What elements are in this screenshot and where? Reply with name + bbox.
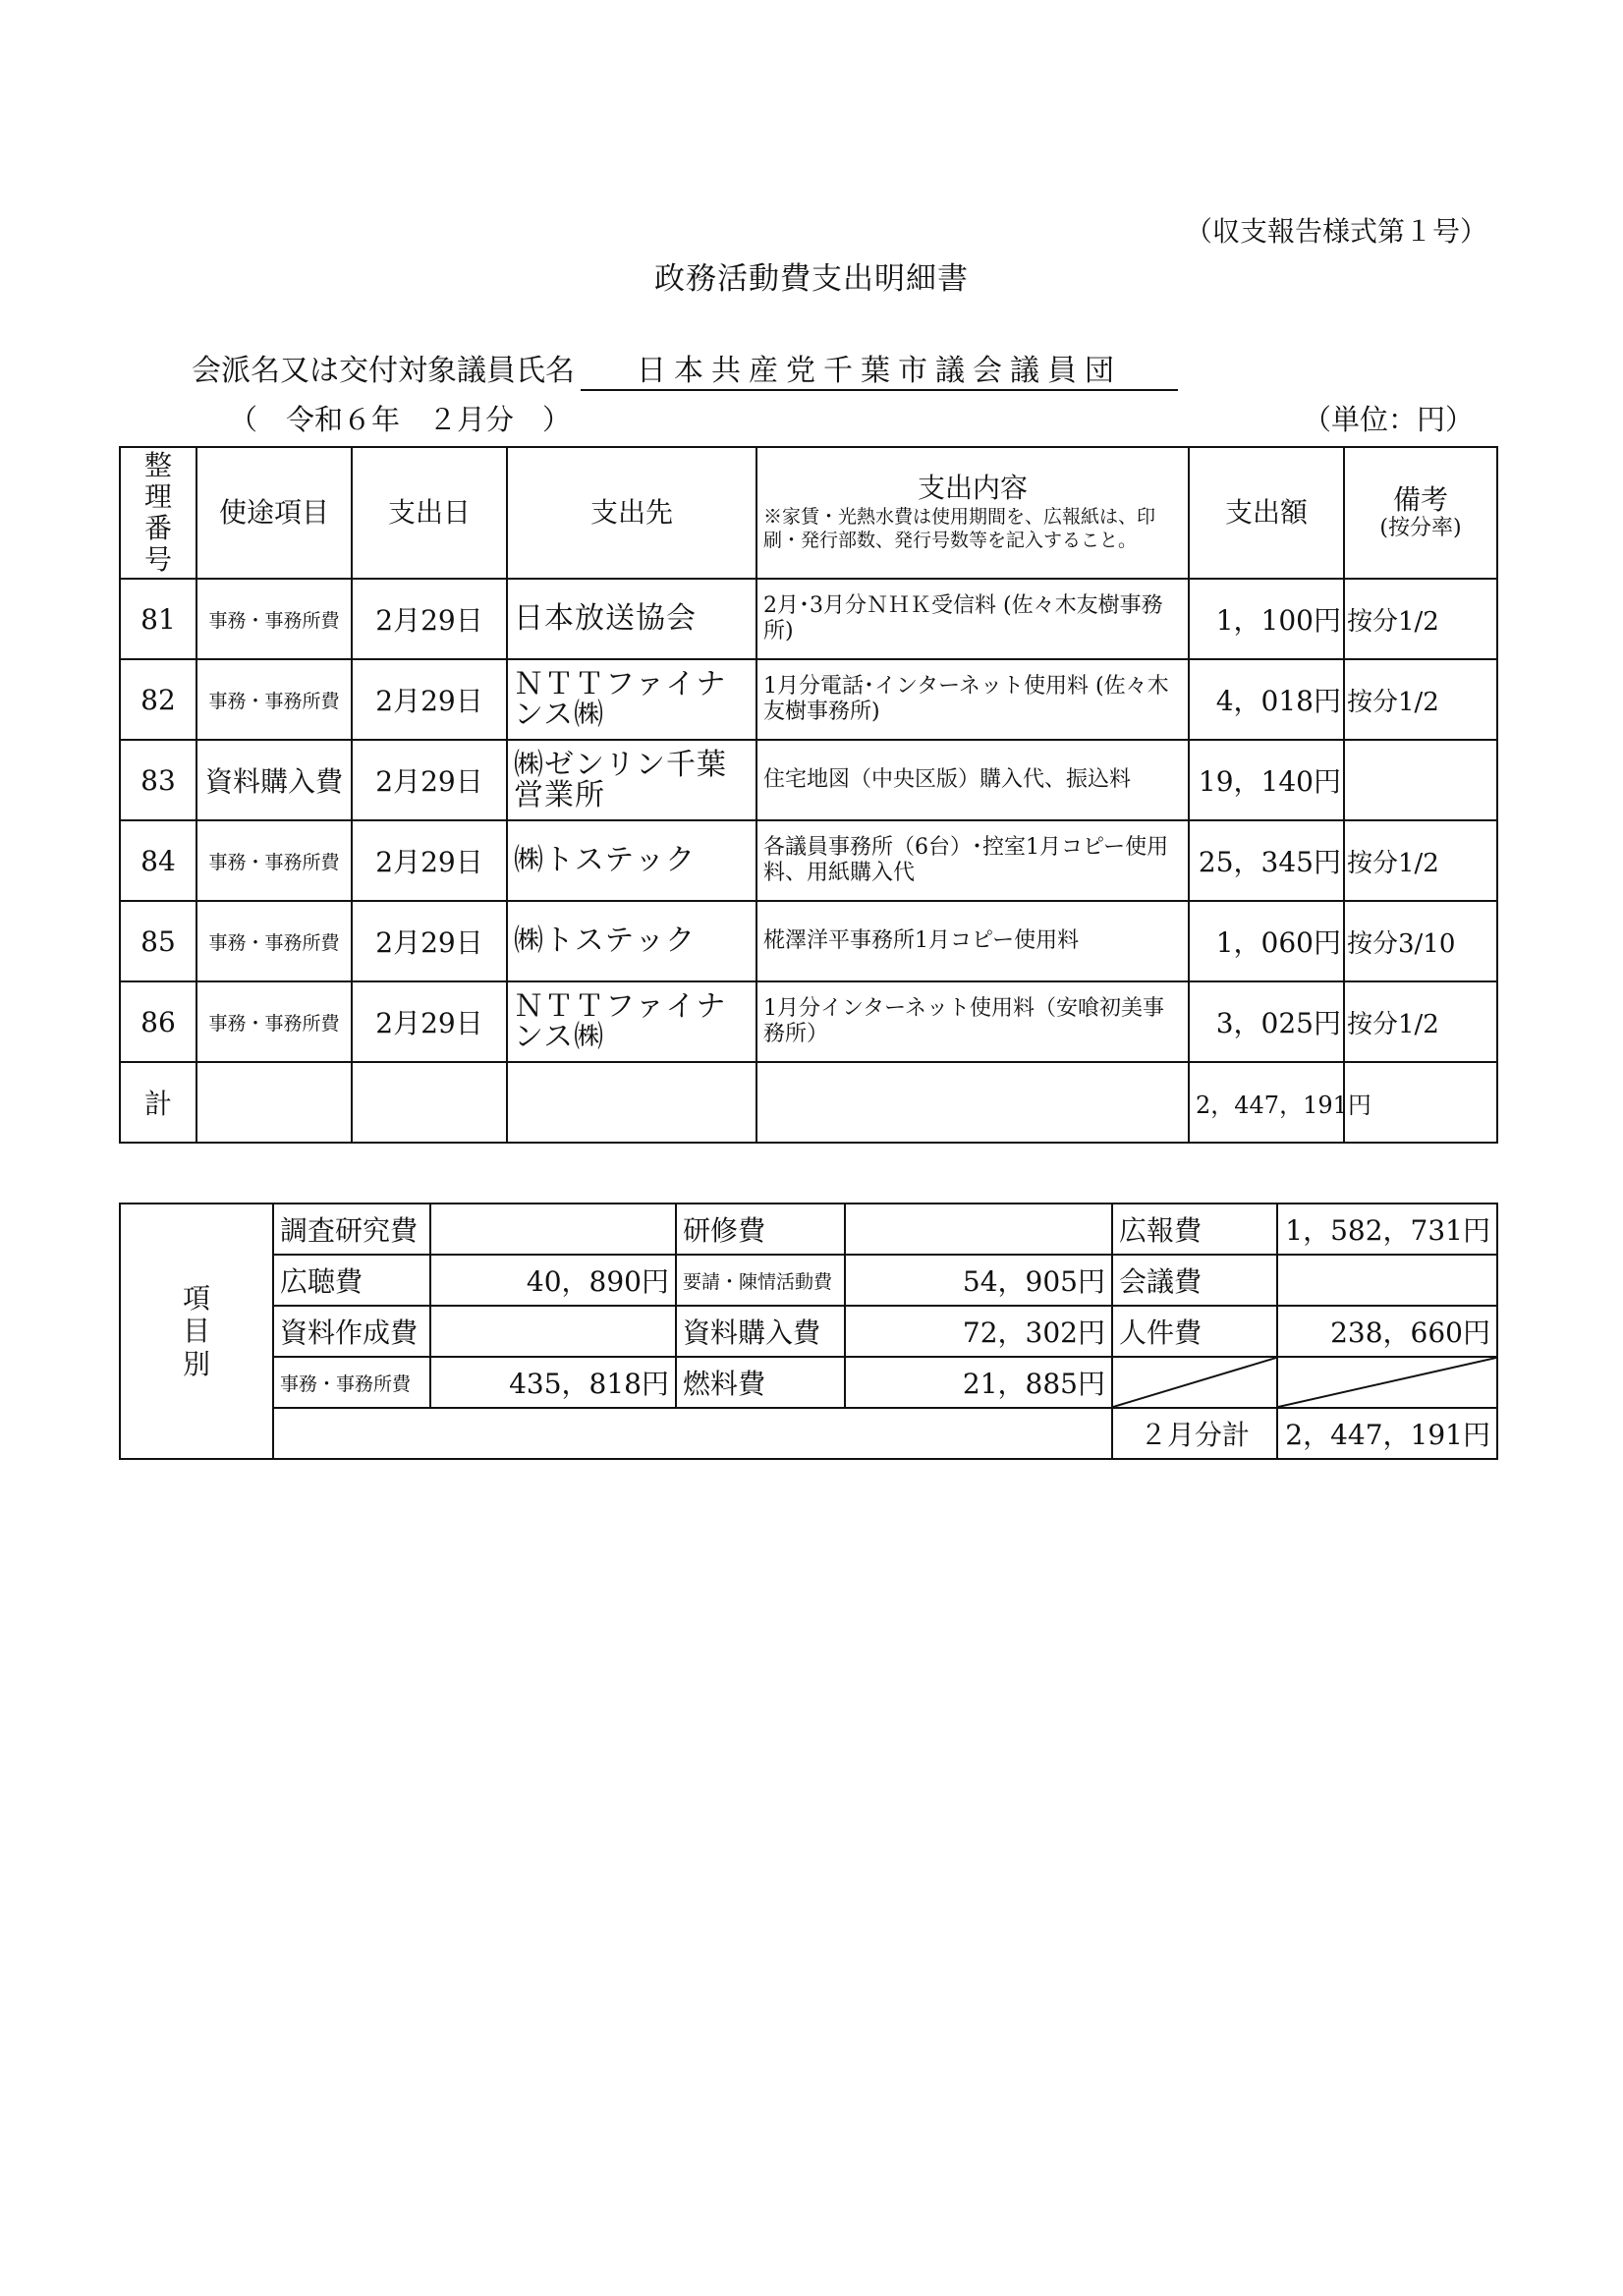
summary-label-kaigi: 会議費 (1112, 1255, 1277, 1306)
summary-label-kocho: 広聴費 (273, 1255, 430, 1306)
diagonal-blank-cell (1112, 1357, 1277, 1408)
group-label: 会派名又は交付対象議員氏名 (192, 354, 575, 388)
row-content: 住宅地図（中央区版）購入代、振込料 (756, 740, 1189, 820)
summary-value-shiryo-konyu: 72，302円 (845, 1306, 1112, 1357)
table-row (120, 740, 1497, 820)
row-date: 2月29日 (352, 901, 507, 981)
category-summary-table (119, 1203, 1498, 1460)
row-amount: 4，018円 (1189, 659, 1344, 740)
total-empty-cell (756, 1062, 1189, 1143)
total-empty-cell (507, 1062, 756, 1143)
header-content-note: ※家賃・光熱水費は使用期間を、広報紙は、印刷・発行部数、発行号数等を記入すること。 (763, 506, 1156, 552)
table-header-row (120, 447, 1497, 579)
row-content: 1月分電話･インターネット使用料 (佐々木友樹事務所) (756, 659, 1189, 740)
total-empty-cell (352, 1062, 507, 1143)
summary-label-jimu: 事務・事務所費 (273, 1357, 430, 1408)
table-row (120, 659, 1497, 740)
row-category: 事務・事務所費 (196, 579, 352, 659)
header-content-label: 支出内容 (917, 472, 1028, 505)
header-remarks-sub: (按分率) (1379, 516, 1462, 541)
row-content: 各議員事務所（6台）･控室1月コピー使用料、用紙購入代 (756, 820, 1189, 901)
header-remarks (1344, 447, 1497, 579)
form-number: （収支報告様式第１号） (1184, 215, 1487, 248)
row-category: 事務・事務所費 (196, 901, 352, 981)
summary-label-koho: 広報費 (1112, 1204, 1277, 1255)
diagonal-line (1278, 1358, 1496, 1407)
row-date: 2月29日 (352, 579, 507, 659)
total-label: 計 (120, 1062, 196, 1143)
row-payee: 日本放送協会 (507, 579, 756, 659)
table-row (120, 579, 1497, 659)
summary-label-nenryo: 燃料費 (676, 1357, 845, 1408)
row-remarks: 按分1/2 (1344, 981, 1497, 1062)
summary-value-jinken: 238，660円 (1277, 1306, 1497, 1357)
row-payee: ㈱ゼンリン千葉営業所 (507, 740, 756, 820)
summary-row (120, 1255, 1497, 1306)
row-category: 資料購入費 (196, 740, 352, 820)
summary-value-kocho: 40，890円 (430, 1255, 676, 1306)
row-remarks (1344, 740, 1497, 820)
total-amount: 2，447，191円 (1189, 1062, 1344, 1143)
row-no: 86 (120, 981, 196, 1062)
row-no: 81 (120, 579, 196, 659)
row-payee: ㈱トステック (507, 820, 756, 901)
row-date: 2月29日 (352, 981, 507, 1062)
row-content: 1月分インターネット使用料（安喰初美事務所） (756, 981, 1189, 1062)
document-title: 政務活動費支出明細書 (654, 261, 969, 297)
summary-label-yosei: 要請・陳情活動費 (676, 1255, 845, 1306)
row-remarks: 按分3/10 (1344, 901, 1497, 981)
row-category: 事務・事務所費 (196, 981, 352, 1062)
group-row (192, 346, 1178, 391)
summary-value-kenshu (845, 1204, 1112, 1255)
total-empty-cell (196, 1062, 352, 1143)
month-total-value: 2，447，191円 (1277, 1408, 1497, 1459)
header-payee: 支出先 (507, 447, 756, 579)
row-amount: 1，060円 (1189, 901, 1344, 981)
row-amount: 1，100円 (1189, 579, 1344, 659)
row-category: 事務・事務所費 (196, 820, 352, 901)
summary-label-shiryo-sakusei: 資料作成費 (273, 1306, 430, 1357)
summary-value-nenryo: 21，885円 (845, 1357, 1112, 1408)
summary-value-jimu: 435，818円 (430, 1357, 676, 1408)
summary-row (120, 1408, 1497, 1459)
row-remarks: 按分1/2 (1344, 820, 1497, 901)
row-remarks: 按分1/2 (1344, 659, 1497, 740)
summary-row (120, 1204, 1497, 1255)
header-no: 整理番号 (120, 447, 196, 579)
row-category: 事務・事務所費 (196, 659, 352, 740)
row-amount: 3，025円 (1189, 981, 1344, 1062)
row-no: 82 (120, 659, 196, 740)
header-amount: 支出額 (1189, 447, 1344, 579)
row-no: 85 (120, 901, 196, 981)
summary-value-yosei: 54，905円 (845, 1255, 1112, 1306)
row-content: 2月･3月分ＮＨＫ受信料 (佐々木友樹事務所) (756, 579, 1189, 659)
summary-value-kaigi (1277, 1255, 1497, 1306)
summary-side-label-text: 項目別 (183, 1281, 211, 1380)
row-payee: ＮＴＴファイナンス㈱ (507, 659, 756, 740)
table-row (120, 820, 1497, 901)
summary-side-label (120, 1204, 273, 1459)
summary-row (120, 1306, 1497, 1357)
diagonal-line (1113, 1358, 1276, 1407)
row-payee: ㈱トステック (507, 901, 756, 981)
row-amount: 19，140円 (1189, 740, 1344, 820)
row-remarks: 按分1/2 (1344, 579, 1497, 659)
summary-label-shiryo-konyu: 資料購入費 (676, 1306, 845, 1357)
row-payee: ＮＴＴファイナンス㈱ (507, 981, 756, 1062)
row-date: 2月29日 (352, 740, 507, 820)
summary-label-kenshu: 研修費 (676, 1204, 845, 1255)
summary-label-jinken: 人件費 (1112, 1306, 1277, 1357)
row-no: 83 (120, 740, 196, 820)
row-content: 椛澤洋平事務所1月コピー使用料 (756, 901, 1189, 981)
header-date: 支出日 (352, 447, 507, 579)
row-no: 84 (120, 820, 196, 901)
table-row (120, 901, 1497, 981)
currency-unit: （単位：円） (1302, 403, 1474, 436)
reporting-period: （ 令和６年 ２月分 ） (229, 403, 572, 436)
diagonal-blank-cell (1277, 1357, 1497, 1408)
header-content (756, 447, 1189, 579)
header-category: 使途項目 (196, 447, 352, 579)
table-row (120, 981, 1497, 1062)
group-name: 日本共産党千葉市議会議員団 (581, 346, 1178, 391)
summary-value-koho: 1，582，731円 (1277, 1204, 1497, 1255)
total-row (120, 1062, 1497, 1143)
summary-value-chosa (430, 1204, 676, 1255)
summary-value-shiryo-sakusei (430, 1306, 676, 1357)
expense-detail-table (119, 446, 1498, 1144)
row-date: 2月29日 (352, 820, 507, 901)
row-amount: 25，345円 (1189, 820, 1344, 901)
summary-empty-cell (273, 1408, 1112, 1459)
header-remarks-label: 備考 (1392, 483, 1448, 517)
summary-label-chosa: 調査研究費 (273, 1204, 430, 1255)
month-total-label: ２月分計 (1112, 1408, 1277, 1459)
row-date: 2月29日 (352, 659, 507, 740)
summary-row (120, 1357, 1497, 1408)
